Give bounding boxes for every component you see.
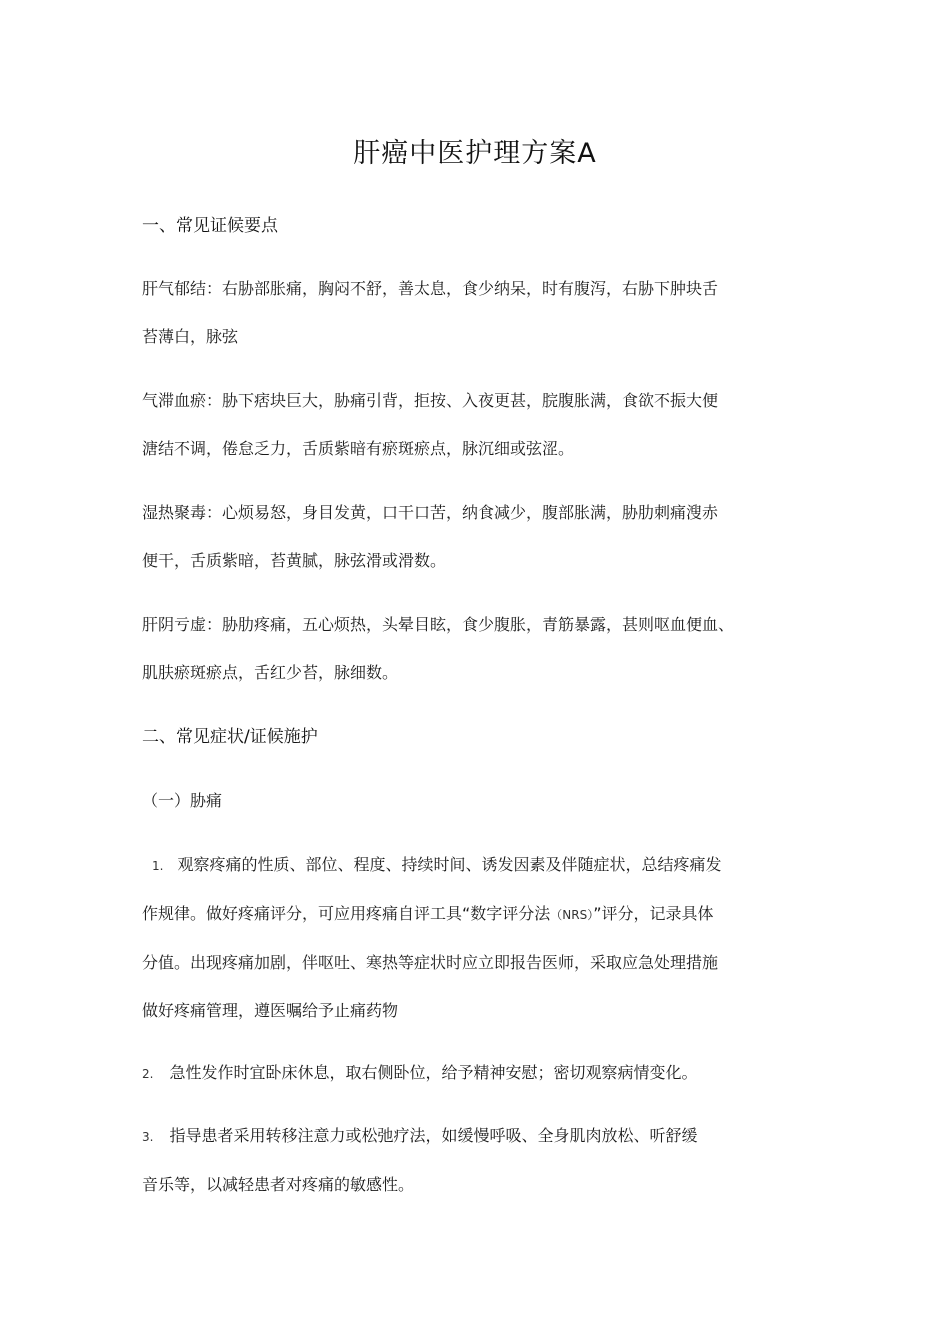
list-number: 1.: [152, 859, 164, 873]
paragraph-line: 湿热聚毒：心烦易怒，身目发黄，口干口苦，纳食减少，腹部胀满，胁肋刺痛溲赤: [142, 503, 719, 522]
syndrome-paragraph-2: [142, 377, 814, 473]
sub-heading-hypochondriac-pain: （一）胁痛: [142, 791, 223, 810]
paragraph-line: 音乐等，以减轻患者对疼痛的敏感性。: [142, 1175, 415, 1194]
paragraph-line: 溏结不调，倦怠乏力，舌质紫暗有瘀斑瘀点，脉沉细或弦涩。: [142, 439, 575, 458]
paragraph-line: 肝阴亏虚：胁肋疼痛，五心烦热，头晕目眩，食少腹胀，青筋暴露，甚则呕血便血、: [142, 615, 735, 634]
paragraph-line: [142, 890, 814, 939]
paragraph-line: 苔薄白，脉弦: [142, 327, 239, 346]
care-item-1: [142, 841, 814, 1035]
paragraph-line: 肌肤瘀斑瘀点，舌红少苔，脉细数。: [142, 663, 399, 682]
paragraph-line: 分值。出现疼痛加剧，伴呕吐、寒热等症状时应立即报告医师，采取应急处理措施: [142, 953, 719, 972]
line-text: 指导患者采用转移注意力或松弛疗法，如缓慢呼吸、全身肌肉放松、听舒缓: [169, 1126, 698, 1145]
care-item-2: [142, 1049, 814, 1098]
paragraph-line: [142, 841, 814, 890]
paragraph-line: 做好疼痛管理，遵医嘱给予止痛药物: [142, 1001, 399, 1020]
paragraph-line: 气滞血瘀：胁下痞块巨大，胁痛引背，拒按、入夜更甚，脘腹胀满，食欲不振大便: [142, 391, 719, 410]
syndrome-paragraph-3: [142, 489, 814, 585]
syndrome-paragraph-4: [142, 601, 814, 697]
section-heading-1: 一、常见证候要点: [142, 216, 278, 236]
syndrome-paragraph-1: [142, 265, 814, 361]
nrs-abbreviation: （NRS）: [550, 908, 594, 922]
list-number: 2.: [142, 1067, 154, 1081]
paragraph-line: [142, 1112, 814, 1161]
paragraph-line: 便干，舌质紫暗，苔黄腻，脉弦滑或滑数。: [142, 551, 447, 570]
document-title: 肝癌中医护理方案A: [353, 138, 597, 169]
line-text: 作规律。做好疼痛评分，可应用疼痛自评工具“数字评分法: [142, 904, 551, 923]
paragraph-line: 肝气郁结：右胁部胀痛，胸闷不舒，善太息，食少纳呆，时有腹泻，右胁下肿块舌: [142, 279, 719, 298]
line-text: 急性发作时宜卧床休息，取右侧卧位，给予精神安慰；密切观察病情变化。: [169, 1063, 698, 1082]
list-number: 3.: [142, 1130, 154, 1144]
paragraph-line: [142, 1049, 814, 1098]
care-item-3: [142, 1112, 814, 1209]
section-heading-2: 二、常见症状/证候施护: [142, 727, 318, 747]
line-text: ”评分，记录具体: [593, 904, 714, 923]
line-text: 观察疼痛的性质、部位、程度、持续时间、诱发因素及伴随症状，总结疼痛发: [177, 855, 722, 874]
